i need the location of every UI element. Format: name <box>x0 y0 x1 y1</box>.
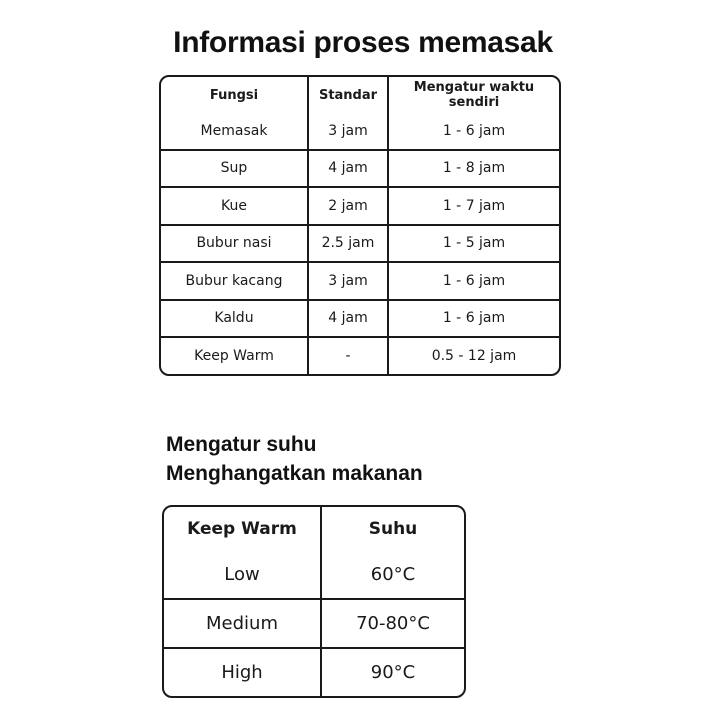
cell-temperature: 70-80°C <box>322 600 464 649</box>
cell-function: Bubur nasi <box>161 226 309 264</box>
cell-custom: 1 - 6 jam <box>389 263 559 301</box>
cell-function: Kue <box>161 188 309 226</box>
cell-custom: 1 - 8 jam <box>389 151 559 189</box>
column-header-suhu: Suhu <box>368 519 418 539</box>
cell-temperature: 60°C <box>322 551 464 600</box>
cell-standard: - <box>309 338 389 374</box>
cell-custom: 1 - 7 jam <box>389 188 559 226</box>
table-row <box>164 551 464 600</box>
table-row <box>161 188 559 226</box>
cell-function: Sup <box>161 151 309 189</box>
cell-level: Medium <box>164 600 322 649</box>
cell-function: Kaldu <box>161 301 309 339</box>
column-header-keep-warm: Keep Warm <box>164 507 322 551</box>
column-header-custom-time: Mengatur waktu sendiri <box>413 80 535 110</box>
table-row <box>161 151 559 189</box>
cell-level: Low <box>164 551 322 600</box>
cell-standard: 4 jam <box>309 301 389 339</box>
cell-custom: 1 - 5 jam <box>389 226 559 264</box>
table-header-row <box>164 507 464 551</box>
cell-level: High <box>164 649 322 696</box>
cell-custom: 1 - 6 jam <box>389 301 559 339</box>
table-header-row <box>161 77 559 113</box>
page-title: Informasi proses memasak <box>173 26 553 59</box>
cell-custom: 1 - 6 jam <box>389 113 559 151</box>
column-header-fungsi: Fungsi <box>161 77 309 113</box>
section-title-line-1: Mengatur suhu <box>166 433 317 456</box>
cell-standard: 3 jam <box>309 113 389 151</box>
section-title <box>166 430 423 488</box>
cell-function: Keep Warm <box>161 338 309 374</box>
cell-standard: 3 jam <box>309 263 389 301</box>
table-row <box>161 338 559 374</box>
cell-custom: 0.5 - 12 jam <box>431 347 517 364</box>
table-row <box>164 649 464 696</box>
table-row <box>161 301 559 339</box>
cell-temperature: 90°C <box>370 662 416 683</box>
cell-function: Memasak <box>161 113 309 151</box>
table-row <box>161 113 559 151</box>
table-row <box>161 263 559 301</box>
cooking-time-table <box>159 75 561 376</box>
cell-function: Bubur kacang <box>161 263 309 301</box>
cell-standard: 2.5 jam <box>309 226 389 264</box>
keep-warm-temperature-table <box>162 505 466 698</box>
cell-standard: 2 jam <box>309 188 389 226</box>
column-header-standar: Standar <box>309 77 389 113</box>
table-row <box>164 600 464 649</box>
table-row <box>161 226 559 264</box>
section-title-line-2: Menghangatkan makanan <box>166 462 423 485</box>
cell-standard: 4 jam <box>309 151 389 189</box>
